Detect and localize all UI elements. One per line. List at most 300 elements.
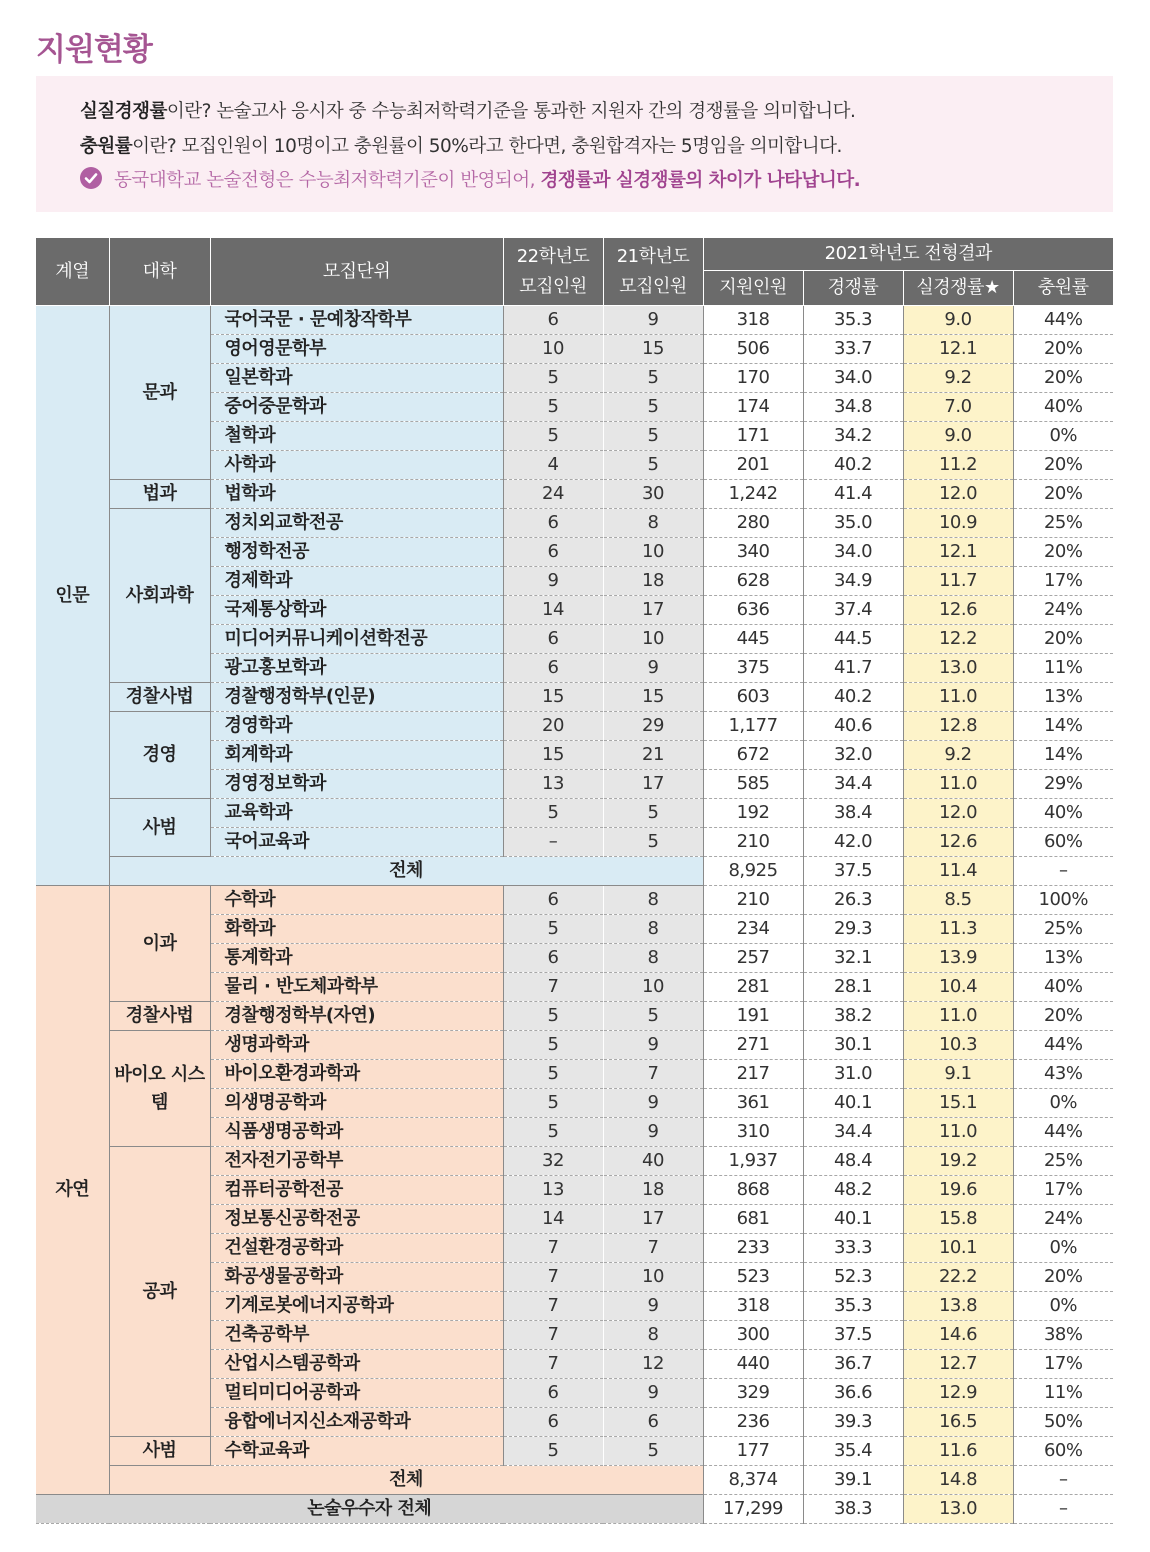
q22-cell: –: [503, 828, 603, 857]
q21-cell: 12: [603, 1350, 703, 1379]
q22-cell: 5: [503, 799, 603, 828]
fill-rate-cell: 44%: [1013, 306, 1113, 335]
q22-cell: 7: [503, 1234, 603, 1263]
unit-cell: 경찰행정학부(인문): [210, 683, 503, 712]
ratio-cell: 32.1: [803, 944, 903, 973]
applicants-cell: 280: [703, 509, 803, 538]
real-ratio-cell: 11.0: [903, 683, 1013, 712]
real-ratio-cell: 10.1: [903, 1234, 1013, 1263]
ratio-cell: 39.3: [803, 1408, 903, 1437]
q21-cell: 10: [603, 1263, 703, 1292]
real-ratio-cell: 15.8: [903, 1205, 1013, 1234]
ratio-cell: 41.4: [803, 480, 903, 509]
q22-cell: 13: [503, 770, 603, 799]
fill-rate-cell: 17%: [1013, 567, 1113, 596]
real-ratio-cell: 11.6: [903, 1437, 1013, 1466]
applicants-cell: 628: [703, 567, 803, 596]
applicants-cell: 523: [703, 1263, 803, 1292]
table-row: [36, 480, 1113, 509]
q22-cell: 6: [503, 654, 603, 683]
fill-rate-cell: 40%: [1013, 973, 1113, 1002]
table-row: [36, 1031, 1113, 1060]
unit-cell: 식품생명공학과: [210, 1118, 503, 1147]
applicants-cell: 375: [703, 654, 803, 683]
q21-cell: 10: [603, 538, 703, 567]
real-ratio-cell: 8.5: [903, 886, 1013, 915]
real-ratio-cell: 9.0: [903, 422, 1013, 451]
ratio-cell: 33.7: [803, 335, 903, 364]
real-ratio-cell: 11.2: [903, 451, 1013, 480]
unit-cell: 중어중문학과: [210, 393, 503, 422]
q21-cell: 15: [603, 683, 703, 712]
college-cell: 경찰사법: [109, 683, 210, 712]
q22-cell: 5: [503, 1437, 603, 1466]
ratio-cell: 34.8: [803, 393, 903, 422]
applicants-cell: 201: [703, 451, 803, 480]
applicants-cell: 281: [703, 973, 803, 1002]
applicants-cell: 318: [703, 306, 803, 335]
q21-cell: 17: [603, 770, 703, 799]
ratio-cell: 35.0: [803, 509, 903, 538]
table-row: [36, 306, 1113, 335]
table-body: [36, 306, 1113, 1524]
total-row: [36, 857, 1113, 886]
applicants-cell: 192: [703, 799, 803, 828]
real-ratio-cell: 11.7: [903, 567, 1013, 596]
total-label: 전체: [109, 1466, 703, 1495]
fill-rate-cell: 0%: [1013, 1089, 1113, 1118]
unit-cell: 생명과학과: [210, 1031, 503, 1060]
fill-rate-cell: 14%: [1013, 712, 1113, 741]
unit-cell: 의생명공학과: [210, 1089, 503, 1118]
q22-cell: 5: [503, 422, 603, 451]
q21-cell: 30: [603, 480, 703, 509]
real-ratio-cell: 12.6: [903, 828, 1013, 857]
fill-rate-cell: 20%: [1013, 1002, 1113, 1031]
q22-cell: 6: [503, 1408, 603, 1437]
applicants-cell: 233: [703, 1234, 803, 1263]
unit-cell: 건설환경공학과: [210, 1234, 503, 1263]
q22-cell: 7: [503, 1292, 603, 1321]
grand-total-real-ratio: 13.0: [903, 1495, 1013, 1524]
applicants-cell: 1,177: [703, 712, 803, 741]
q21-cell: 8: [603, 1321, 703, 1350]
applicants-cell: 271: [703, 1031, 803, 1060]
applicants-cell: 506: [703, 335, 803, 364]
unit-cell: 전자전기공학부: [210, 1147, 503, 1176]
college-cell: 문과: [109, 306, 210, 480]
fill-rate-cell: 20%: [1013, 364, 1113, 393]
unit-cell: 수학교육과: [210, 1437, 503, 1466]
unit-cell: 교육학과: [210, 799, 503, 828]
table-row: [36, 509, 1113, 538]
info-term: 실질경쟁률: [80, 101, 167, 122]
college-cell: 경찰사법: [109, 1002, 210, 1031]
header-series: 계열: [36, 238, 109, 306]
info-line-note: [114, 166, 860, 192]
unit-cell: 바이오환경과학과: [210, 1060, 503, 1089]
applicants-cell: 340: [703, 538, 803, 567]
applicants-cell: 210: [703, 828, 803, 857]
q21-cell: 10: [603, 973, 703, 1002]
q21-cell: 17: [603, 1205, 703, 1234]
applicants-cell: 177: [703, 1437, 803, 1466]
q21-cell: 9: [603, 1031, 703, 1060]
total-fill-rate: –: [1013, 857, 1113, 886]
admission-results-table: [36, 238, 1113, 1524]
real-ratio-cell: 22.2: [903, 1263, 1013, 1292]
unit-cell: 경제학과: [210, 567, 503, 596]
q21-cell: 8: [603, 944, 703, 973]
applicants-cell: 1,242: [703, 480, 803, 509]
applicants-cell: 603: [703, 683, 803, 712]
real-ratio-cell: 9.1: [903, 1060, 1013, 1089]
q21-cell: 21: [603, 741, 703, 770]
q22-cell: 5: [503, 1118, 603, 1147]
unit-cell: 컴퓨터공학전공: [210, 1176, 503, 1205]
info-text: 이란? 모집인원이 10명이고 충원률이 50%라고 한다면, 충원합격자는 5명임을 의미합니다.: [132, 136, 842, 157]
header-unit: 모집단위: [210, 238, 503, 306]
college-cell: 사회과학: [109, 509, 210, 683]
grand-total-applicants: 17,299: [703, 1495, 803, 1524]
series-cell: 자연: [36, 886, 109, 1495]
unit-cell: 법학과: [210, 480, 503, 509]
q21-cell: 10: [603, 625, 703, 654]
q21-cell: 8: [603, 886, 703, 915]
ratio-cell: 29.3: [803, 915, 903, 944]
table-row: [36, 712, 1113, 741]
grand-total-label: 논술우수자 전체: [36, 1495, 703, 1524]
fill-rate-cell: 20%: [1013, 1263, 1113, 1292]
ratio-cell: 34.2: [803, 422, 903, 451]
series-cell: 인문: [36, 306, 109, 886]
q21-cell: 9: [603, 1118, 703, 1147]
info-highlight: 경쟁률과 실경쟁률의 차이가 나타납니다.: [540, 170, 861, 191]
real-ratio-cell: 9.2: [903, 364, 1013, 393]
fill-rate-cell: 20%: [1013, 335, 1113, 364]
ratio-cell: 34.0: [803, 364, 903, 393]
unit-cell: 미디어커뮤니케이션학전공: [210, 625, 503, 654]
q21-cell: 7: [603, 1060, 703, 1089]
q22-cell: 24: [503, 480, 603, 509]
fill-rate-cell: 29%: [1013, 770, 1113, 799]
unit-cell: 물리 · 반도체과학부: [210, 973, 503, 1002]
college-cell: 바이오 시스템: [109, 1031, 210, 1147]
real-ratio-cell: 12.0: [903, 480, 1013, 509]
applicants-cell: 585: [703, 770, 803, 799]
real-ratio-cell: 11.0: [903, 1002, 1013, 1031]
ratio-cell: 36.7: [803, 1350, 903, 1379]
ratio-cell: 40.2: [803, 683, 903, 712]
table-row: [36, 683, 1113, 712]
fill-rate-cell: 0%: [1013, 422, 1113, 451]
fill-rate-cell: 13%: [1013, 683, 1113, 712]
q21-cell: 5: [603, 799, 703, 828]
ratio-cell: 38.4: [803, 799, 903, 828]
q22-cell: 5: [503, 1031, 603, 1060]
q22-cell: 6: [503, 625, 603, 654]
q22-cell: 14: [503, 596, 603, 625]
unit-cell: 영어영문학부: [210, 335, 503, 364]
q21-cell: 15: [603, 335, 703, 364]
ratio-cell: 37.4: [803, 596, 903, 625]
ratio-cell: 37.5: [803, 1321, 903, 1350]
real-ratio-cell: 12.7: [903, 1350, 1013, 1379]
fill-rate-cell: 25%: [1013, 915, 1113, 944]
header-ratio: 경쟁률: [803, 271, 903, 306]
fill-rate-cell: 60%: [1013, 1437, 1113, 1466]
applicants-cell: 236: [703, 1408, 803, 1437]
q22-cell: 7: [503, 1263, 603, 1292]
total-row: [36, 1466, 1113, 1495]
q21-cell: 5: [603, 828, 703, 857]
unit-cell: 정치외교학전공: [210, 509, 503, 538]
q22-cell: 15: [503, 741, 603, 770]
fill-rate-cell: 17%: [1013, 1176, 1113, 1205]
real-ratio-cell: 12.1: [903, 538, 1013, 567]
grand-total-ratio: 38.3: [803, 1495, 903, 1524]
total-applicants: 8,925: [703, 857, 803, 886]
q22-cell: 10: [503, 335, 603, 364]
ratio-cell: 48.4: [803, 1147, 903, 1176]
ratio-cell: 40.1: [803, 1205, 903, 1234]
ratio-cell: 48.2: [803, 1176, 903, 1205]
header-result-group: 2021학년도 전형결과: [703, 238, 1113, 271]
unit-cell: 국어교육과: [210, 828, 503, 857]
unit-cell: 회계학과: [210, 741, 503, 770]
info-term: 충원률: [80, 136, 133, 157]
total-label: 전체: [109, 857, 703, 886]
fill-rate-cell: 11%: [1013, 1379, 1113, 1408]
real-ratio-cell: 10.3: [903, 1031, 1013, 1060]
q21-cell: 5: [603, 393, 703, 422]
ratio-cell: 34.9: [803, 567, 903, 596]
q22-cell: 9: [503, 567, 603, 596]
unit-cell: 건축공학부: [210, 1321, 503, 1350]
applicants-cell: 300: [703, 1321, 803, 1350]
ratio-cell: 35.3: [803, 1292, 903, 1321]
q22-cell: 5: [503, 1002, 603, 1031]
q22-cell: 5: [503, 915, 603, 944]
q22-cell: 6: [503, 306, 603, 335]
applicants-cell: 191: [703, 1002, 803, 1031]
q22-cell: 6: [503, 886, 603, 915]
q21-cell: 9: [603, 1379, 703, 1408]
header-q21: 21학년도 모집인원: [603, 238, 703, 306]
college-cell: 사범: [109, 799, 210, 857]
applicants-cell: 681: [703, 1205, 803, 1234]
q22-cell: 5: [503, 1089, 603, 1118]
q22-cell: 5: [503, 393, 603, 422]
real-ratio-cell: 19.6: [903, 1176, 1013, 1205]
real-ratio-cell: 11.0: [903, 770, 1013, 799]
q22-cell: 6: [503, 509, 603, 538]
fill-rate-cell: 25%: [1013, 509, 1113, 538]
college-cell: 이과: [109, 886, 210, 1002]
q22-cell: 7: [503, 1350, 603, 1379]
real-ratio-cell: 11.0: [903, 1118, 1013, 1147]
fill-rate-cell: 0%: [1013, 1292, 1113, 1321]
q21-cell: 5: [603, 451, 703, 480]
ratio-cell: 32.0: [803, 741, 903, 770]
applicants-cell: 361: [703, 1089, 803, 1118]
fill-rate-cell: 100%: [1013, 886, 1113, 915]
applicants-cell: 257: [703, 944, 803, 973]
total-applicants: 8,374: [703, 1466, 803, 1495]
q21-cell: 6: [603, 1408, 703, 1437]
header-real-ratio: 실경쟁률★: [903, 271, 1013, 306]
unit-cell: 사학과: [210, 451, 503, 480]
ratio-cell: 40.6: [803, 712, 903, 741]
q22-cell: 5: [503, 364, 603, 393]
ratio-cell: 30.1: [803, 1031, 903, 1060]
ratio-cell: 42.0: [803, 828, 903, 857]
grand-total-fill-rate: –: [1013, 1495, 1113, 1524]
q21-cell: 9: [603, 1292, 703, 1321]
college-cell: 공과: [109, 1147, 210, 1437]
q21-cell: 9: [603, 654, 703, 683]
unit-cell: 행정학전공: [210, 538, 503, 567]
fill-rate-cell: 24%: [1013, 596, 1113, 625]
unit-cell: 융합에너지신소재공학과: [210, 1408, 503, 1437]
ratio-cell: 26.3: [803, 886, 903, 915]
q21-cell: 29: [603, 712, 703, 741]
q21-cell: 5: [603, 422, 703, 451]
header-fill-rate: 충원률: [1013, 271, 1113, 306]
ratio-cell: 38.2: [803, 1002, 903, 1031]
fill-rate-cell: 0%: [1013, 1234, 1113, 1263]
ratio-cell: 40.2: [803, 451, 903, 480]
real-ratio-cell: 13.9: [903, 944, 1013, 973]
real-ratio-cell: 12.9: [903, 1379, 1013, 1408]
unit-cell: 멀티미디어공학과: [210, 1379, 503, 1408]
ratio-cell: 28.1: [803, 973, 903, 1002]
q22-cell: 6: [503, 1379, 603, 1408]
q22-cell: 6: [503, 538, 603, 567]
real-ratio-cell: 19.2: [903, 1147, 1013, 1176]
unit-cell: 통계학과: [210, 944, 503, 973]
ratio-cell: 44.5: [803, 625, 903, 654]
unit-cell: 광고홍보학과: [210, 654, 503, 683]
q22-cell: 20: [503, 712, 603, 741]
unit-cell: 화공생물공학과: [210, 1263, 503, 1292]
applicants-cell: 672: [703, 741, 803, 770]
unit-cell: 기계로봇에너지공학과: [210, 1292, 503, 1321]
total-ratio: 37.5: [803, 857, 903, 886]
real-ratio-cell: 15.1: [903, 1089, 1013, 1118]
q22-cell: 5: [503, 1060, 603, 1089]
college-cell: 경영: [109, 712, 210, 799]
real-ratio-cell: 11.3: [903, 915, 1013, 944]
fill-rate-cell: 44%: [1013, 1031, 1113, 1060]
applicants-cell: 318: [703, 1292, 803, 1321]
fill-rate-cell: 20%: [1013, 625, 1113, 654]
real-ratio-cell: 12.0: [903, 799, 1013, 828]
page-title: 지원현황: [36, 32, 152, 68]
q21-cell: 18: [603, 1176, 703, 1205]
q21-cell: 9: [603, 1089, 703, 1118]
info-text: 이란? 논술고사 응시자 중 수능최저학력기준을 통과한 지원자 간의 경쟁률을 의미합니다.: [166, 101, 856, 122]
q21-cell: 5: [603, 1002, 703, 1031]
ratio-cell: 35.4: [803, 1437, 903, 1466]
applicants-cell: 210: [703, 886, 803, 915]
ratio-cell: 31.0: [803, 1060, 903, 1089]
info-line-real-ratio: [80, 97, 855, 123]
total-real-ratio: 11.4: [903, 857, 1013, 886]
applicants-cell: 310: [703, 1118, 803, 1147]
fill-rate-cell: 38%: [1013, 1321, 1113, 1350]
ratio-cell: 34.4: [803, 1118, 903, 1147]
applicants-cell: 234: [703, 915, 803, 944]
grand-total-row: [36, 1495, 1113, 1524]
unit-cell: 수학과: [210, 886, 503, 915]
ratio-cell: 40.1: [803, 1089, 903, 1118]
fill-rate-cell: 11%: [1013, 654, 1113, 683]
table-row: [36, 1437, 1113, 1466]
applicants-cell: 1,937: [703, 1147, 803, 1176]
q21-cell: 7: [603, 1234, 703, 1263]
unit-cell: 국제통상학과: [210, 596, 503, 625]
fill-rate-cell: 40%: [1013, 393, 1113, 422]
table-row: [36, 1147, 1113, 1176]
unit-cell: 화학과: [210, 915, 503, 944]
q22-cell: 6: [503, 944, 603, 973]
real-ratio-cell: 12.1: [903, 335, 1013, 364]
real-ratio-cell: 7.0: [903, 393, 1013, 422]
unit-cell: 철학과: [210, 422, 503, 451]
q21-cell: 5: [603, 364, 703, 393]
fill-rate-cell: 60%: [1013, 828, 1113, 857]
ratio-cell: 52.3: [803, 1263, 903, 1292]
applicants-cell: 329: [703, 1379, 803, 1408]
real-ratio-cell: 12.6: [903, 596, 1013, 625]
q22-cell: 13: [503, 1176, 603, 1205]
q21-cell: 8: [603, 509, 703, 538]
fill-rate-cell: 13%: [1013, 944, 1113, 973]
q21-cell: 5: [603, 1437, 703, 1466]
unit-cell: 일본학과: [210, 364, 503, 393]
real-ratio-cell: 9.0: [903, 306, 1013, 335]
fill-rate-cell: 14%: [1013, 741, 1113, 770]
ratio-cell: 41.7: [803, 654, 903, 683]
total-ratio: 39.1: [803, 1466, 903, 1495]
college-cell: 법과: [109, 480, 210, 509]
ratio-cell: 36.6: [803, 1379, 903, 1408]
header-applicants: 지원인원: [703, 271, 803, 306]
applicants-cell: 445: [703, 625, 803, 654]
fill-rate-cell: 24%: [1013, 1205, 1113, 1234]
real-ratio-cell: 16.5: [903, 1408, 1013, 1437]
q22-cell: 4: [503, 451, 603, 480]
real-ratio-cell: 9.2: [903, 741, 1013, 770]
q22-cell: 7: [503, 1321, 603, 1350]
header-college: 대학: [109, 238, 210, 306]
total-fill-rate: –: [1013, 1466, 1113, 1495]
applicants-cell: 171: [703, 422, 803, 451]
real-ratio-cell: 10.9: [903, 509, 1013, 538]
real-ratio-cell: 12.2: [903, 625, 1013, 654]
header-q22: 22학년도 모집인원: [503, 238, 603, 306]
q22-cell: 32: [503, 1147, 603, 1176]
total-real-ratio: 14.8: [903, 1466, 1013, 1495]
fill-rate-cell: 17%: [1013, 1350, 1113, 1379]
info-line-fill-rate: [80, 132, 842, 158]
real-ratio-cell: 14.6: [903, 1321, 1013, 1350]
info-text: 동국대학교 논술전형은 수능최저학력기준이 반영되어,: [114, 170, 541, 191]
check-circle-icon: [80, 167, 102, 189]
unit-cell: 경영정보학과: [210, 770, 503, 799]
unit-cell: 정보통신공학전공: [210, 1205, 503, 1234]
